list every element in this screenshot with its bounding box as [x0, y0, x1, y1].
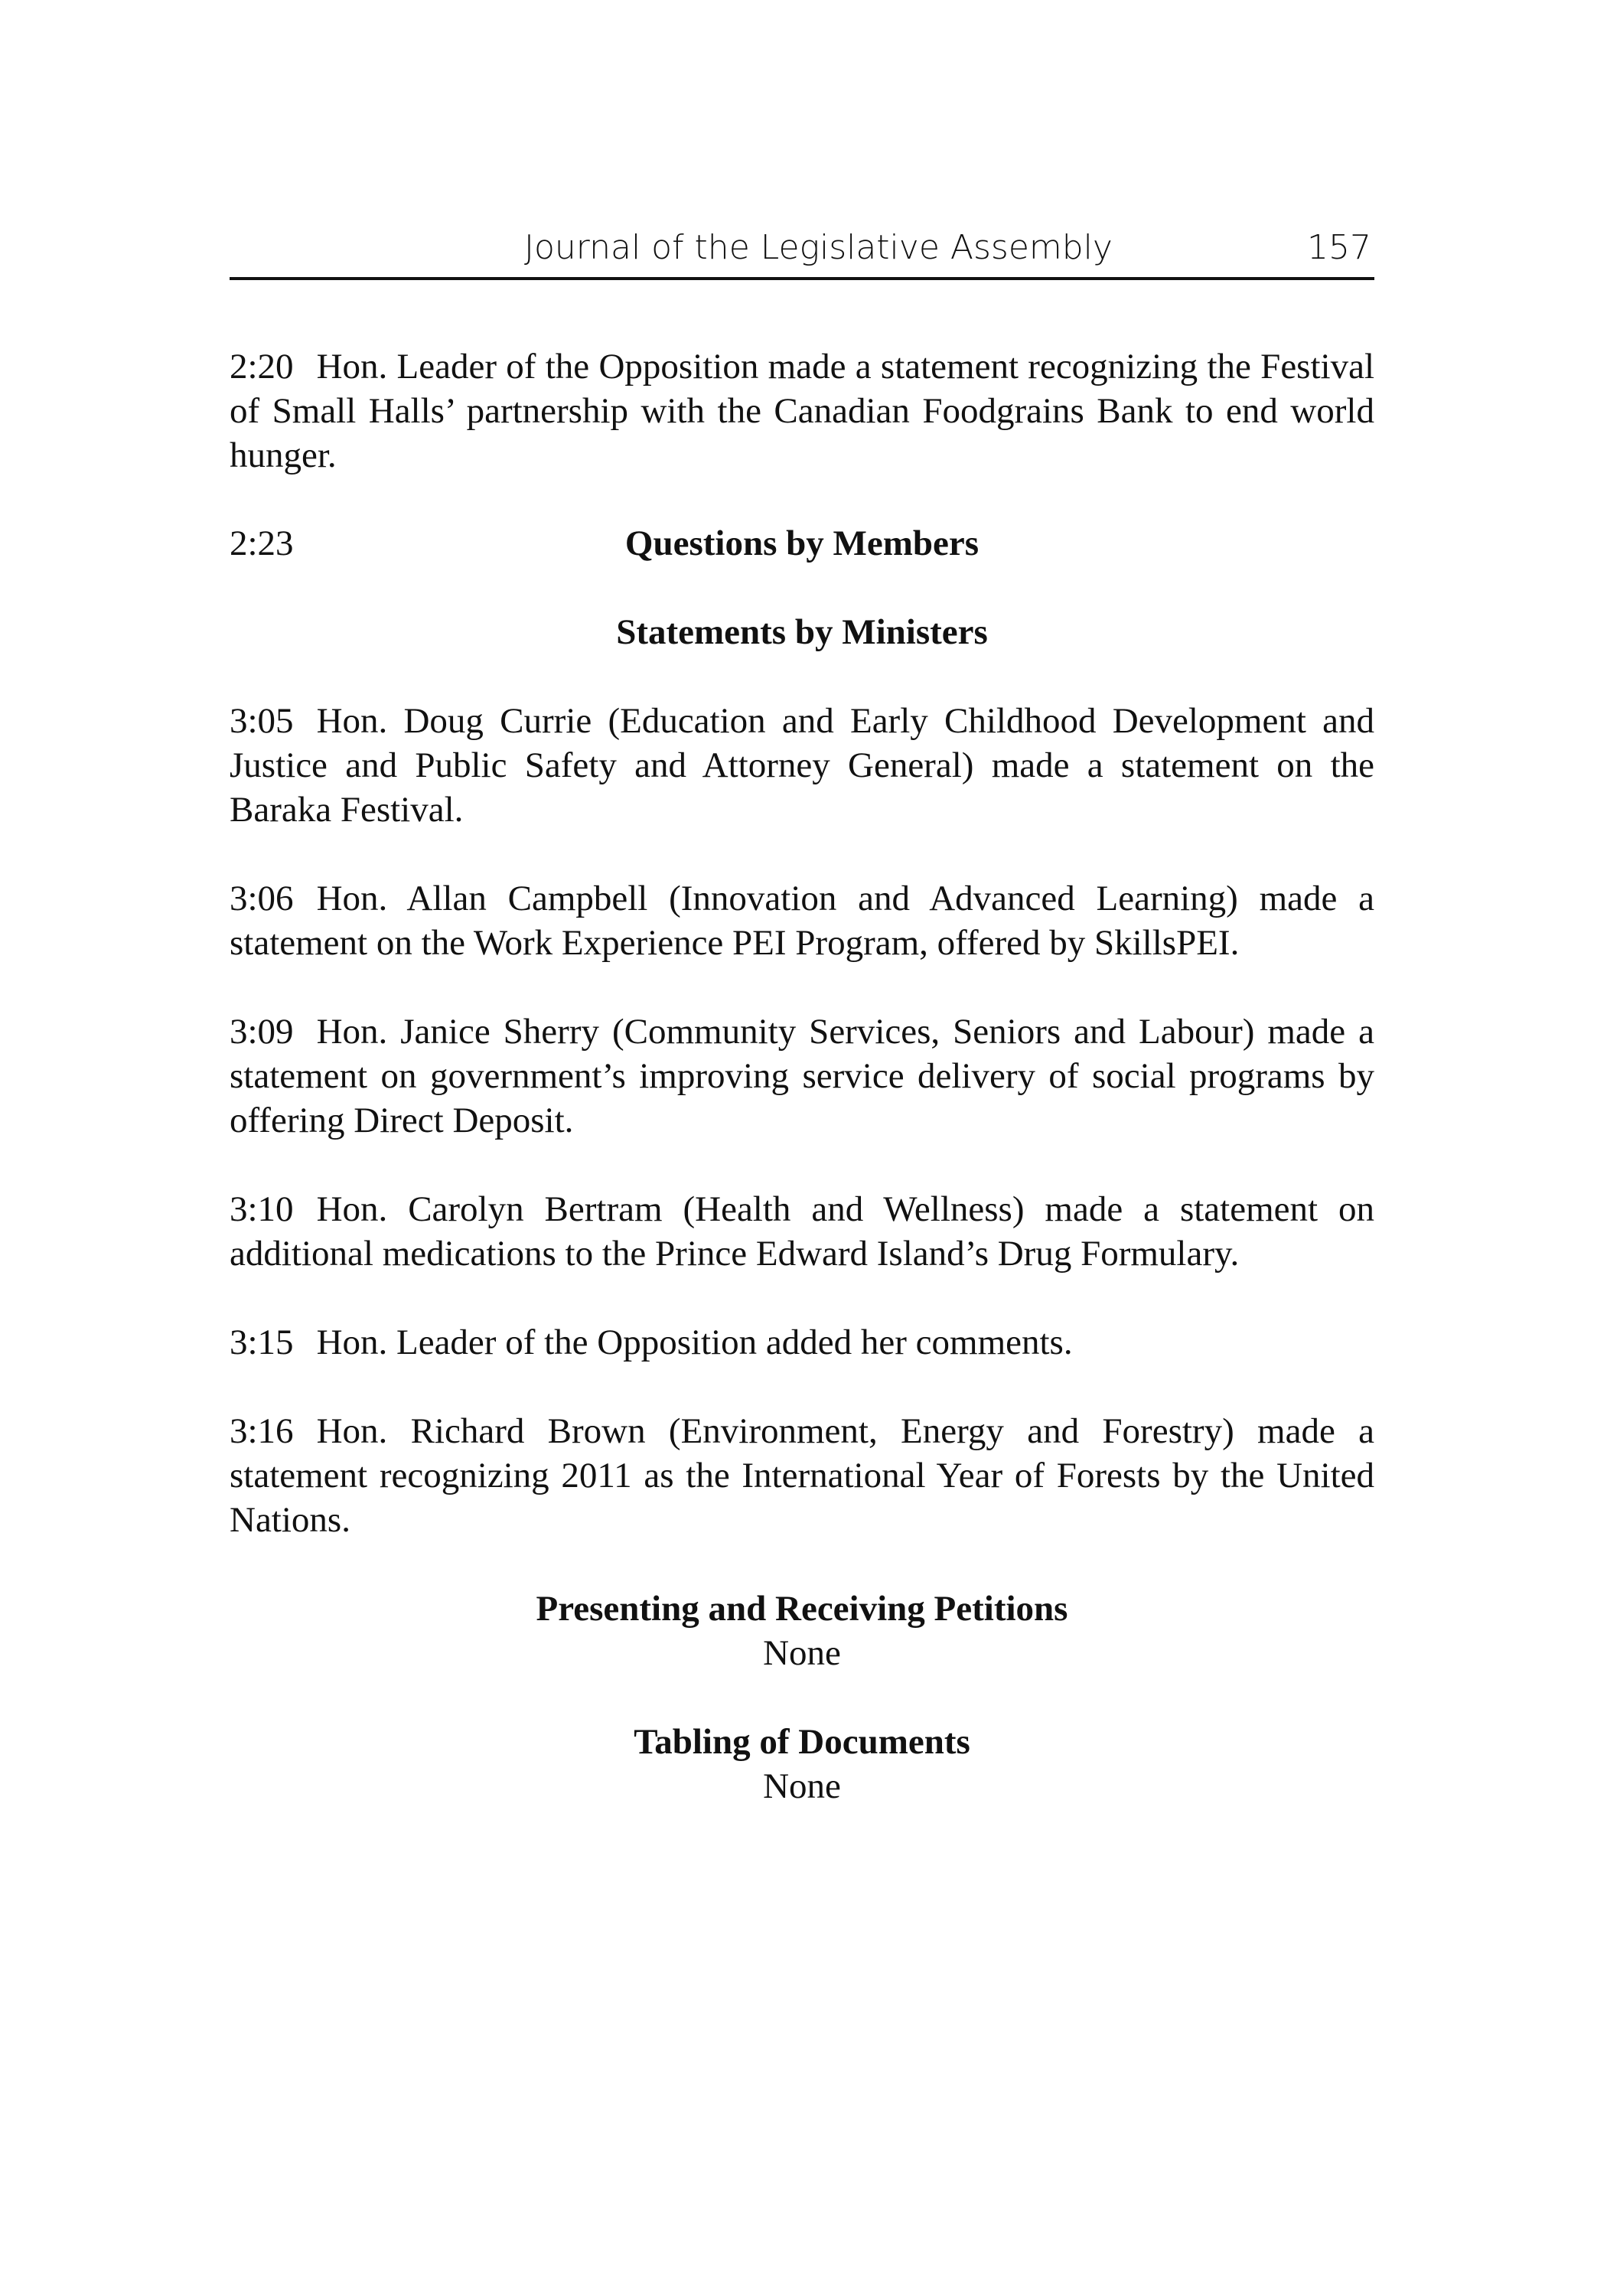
entry-text: Hon. Allan Campbell (Innovation and Advanced Learning) made a statement on the Work Experience PEI Program, offered by SkillsPEI.: [230, 879, 1374, 963]
entry-text: Hon. Richard Brown (Environment, Energy and Forestry) made a statement recognizing 2011 as the International Year of Forests by the United Nations.: [230, 1411, 1374, 1540]
journal-entry: [230, 1187, 1374, 1276]
entry-time: 3:05: [230, 701, 294, 741]
questions-heading: Questions by Members: [624, 523, 980, 563]
entry-text: Hon. Leader of the Opposition made a statement recognizing the Festival of Small Halls’ partnership with the Canadian Foodgrains Bank to end world hunger.: [230, 347, 1374, 475]
entry-time: 3:06: [230, 879, 294, 918]
entry-time: 2:20: [230, 347, 294, 386]
journal-entry: [230, 699, 1374, 832]
petitions-value: None: [763, 1633, 841, 1673]
journal-entry: [230, 1009, 1374, 1143]
journal-entry: [230, 876, 1374, 965]
petitions-heading: Presenting and Receiving Petitions: [536, 1589, 1068, 1629]
page-number: 157: [1307, 228, 1371, 267]
entry-text: Hon. Doug Currie (Education and Early Childhood Development and Justice and Public Safety and Attorney General) made a statement on the Baraka Festival.: [230, 701, 1374, 830]
entry-time: 3:16: [230, 1411, 294, 1451]
entry-text: Hon. Leader of the Opposition added her comments.: [316, 1322, 1073, 1362]
entry-time: 3:10: [230, 1189, 294, 1229]
ministers-statements-heading: Statements by Ministers: [616, 612, 988, 652]
entry-text: Hon. Janice Sherry (Community Services, Seniors and Labour) made a statement on government’s improving service delivery of social programs by offering Direct Deposit.: [230, 1012, 1374, 1140]
questions-section-row: [230, 521, 1374, 566]
journal-title: Journal of the Legislative Assembly: [524, 228, 1113, 267]
entry-time: 3:09: [230, 1012, 294, 1052]
entry-time: 3:15: [230, 1322, 294, 1362]
journal-entry: [230, 1409, 1374, 1542]
running-header: [230, 222, 1374, 280]
journal-entry: [230, 344, 1374, 478]
journal-page: [230, 222, 1374, 1808]
documents-heading: Tabling of Documents: [634, 1722, 970, 1762]
entry-text: Hon. Carolyn Bertram (Health and Wellness) made a statement on additional medications to the Prince Edward Island’s Drug Formulary.: [230, 1189, 1374, 1274]
journal-entry: [230, 1320, 1374, 1365]
documents-value: None: [763, 1766, 841, 1806]
section-time: 2:23: [230, 523, 294, 563]
